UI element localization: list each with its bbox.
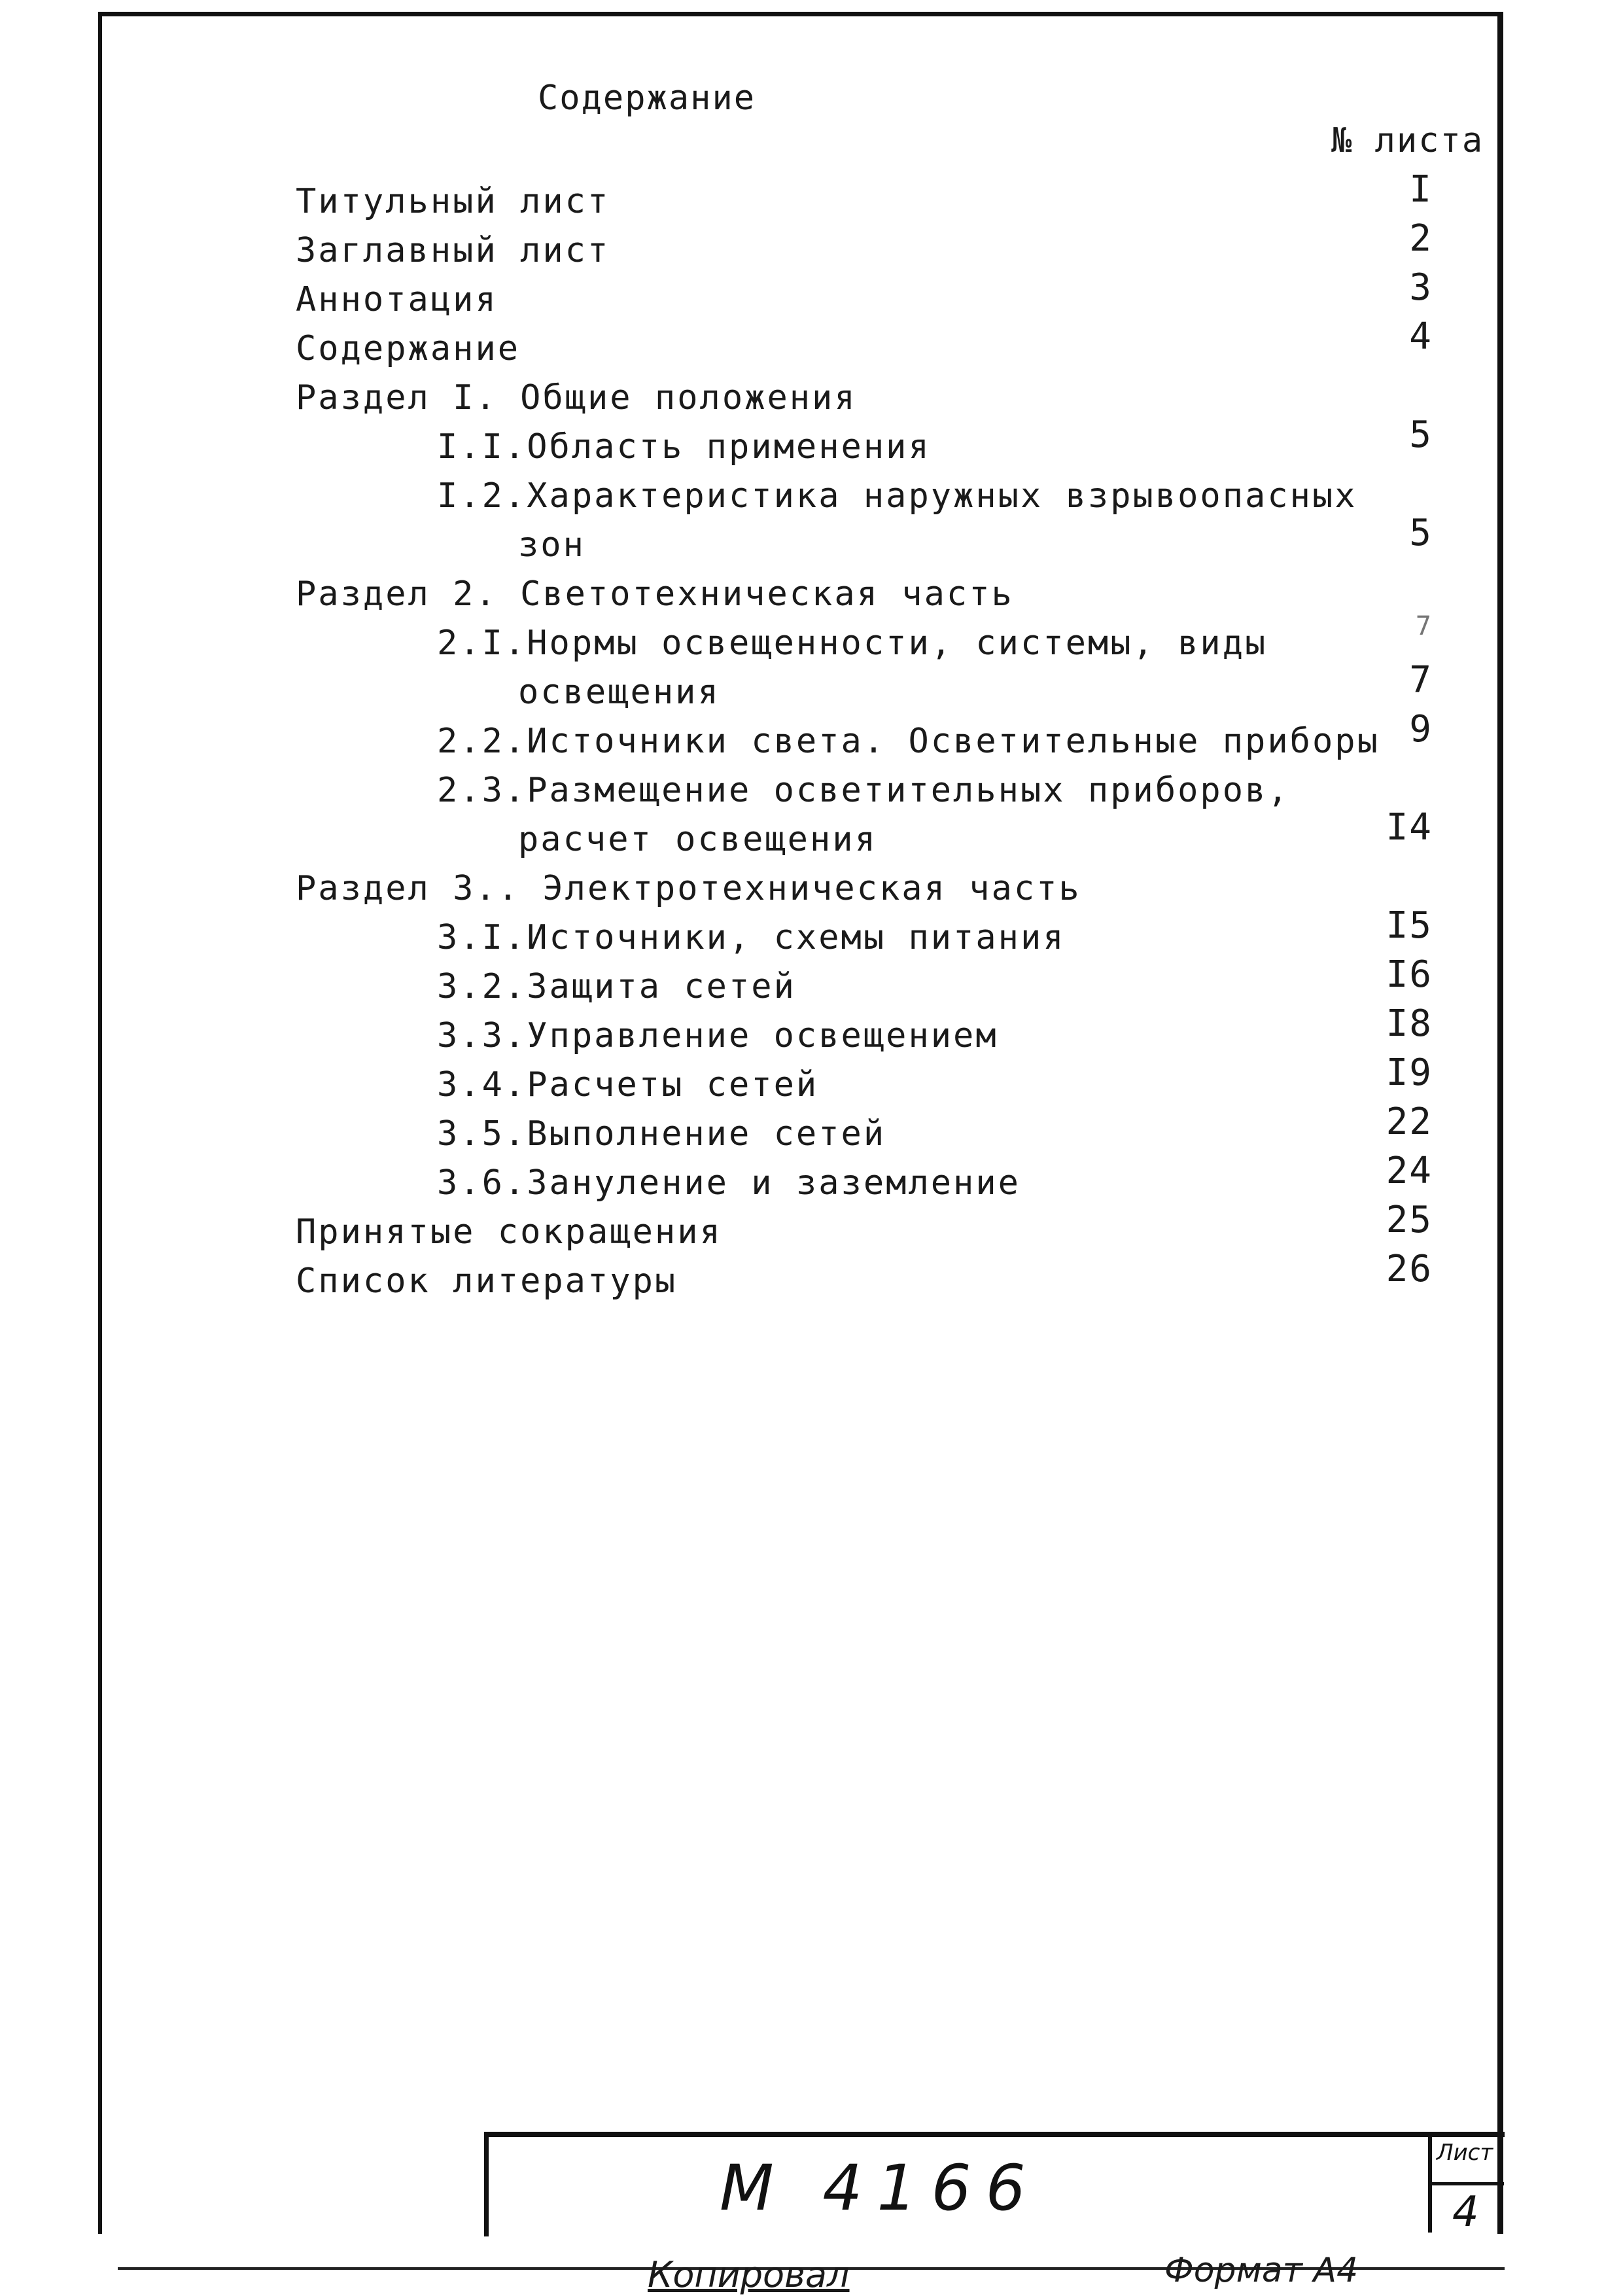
- toc-page: 9: [1409, 708, 1433, 751]
- toc-section-heading: Раздел 2. Светотехническая часть: [296, 574, 1014, 614]
- toc-page: 4: [1409, 315, 1433, 358]
- toc-page: 3: [1409, 266, 1433, 309]
- copied-by-label: Копировал: [648, 2254, 850, 2295]
- toc-entry: 3.I.Источники, схемы питания: [437, 918, 1066, 957]
- page-title: Содержание: [538, 79, 756, 118]
- toc-page: 26: [1386, 1248, 1433, 1290]
- toc-page: 24: [1386, 1150, 1433, 1192]
- toc-entry: 3.5.Выполнение сетей: [437, 1114, 886, 1154]
- toc-entry: 3.4.Расчеты сетей: [437, 1065, 819, 1104]
- toc-page: 5: [1409, 414, 1433, 456]
- toc-entry-continuation: зон: [518, 525, 585, 565]
- toc-entry: I.I.Область применения: [437, 427, 931, 467]
- toc-page: I9: [1386, 1051, 1433, 1094]
- toc-page: I6: [1386, 953, 1433, 996]
- toc-page: 25: [1386, 1199, 1433, 1241]
- toc-entry: 3.3.Управление освещением: [437, 1016, 998, 1055]
- toc-entry: Аннотация: [296, 280, 498, 319]
- toc-section-heading: Раздел I. Общие положения: [296, 378, 857, 417]
- sheet-number: 4: [1452, 2188, 1479, 2236]
- toc-entry: Принятые сокращения: [296, 1212, 722, 1252]
- toc-entry-continuation: расчет освещения: [518, 820, 877, 859]
- toc-page: I: [1409, 168, 1433, 211]
- toc-page: 5: [1409, 512, 1433, 554]
- toc-page: I5: [1386, 904, 1433, 947]
- toc-page: 7: [1415, 611, 1433, 641]
- toc-entry: 2.3.Размещение осветительных приборов,: [437, 771, 1290, 810]
- document-code: М 4166: [720, 2151, 1040, 2225]
- toc-entry: Список литературы: [296, 1262, 678, 1301]
- toc-entry: 3.6.Зануление и заземление: [437, 1163, 1021, 1203]
- toc-entry: Титульный лист: [296, 182, 610, 221]
- toc-entry: Заглавный лист: [296, 231, 610, 270]
- toc-entry: I.2.Характеристика наружных взрывоопасных: [437, 476, 1357, 516]
- toc-entry: 3.2.Защита сетей: [437, 967, 796, 1006]
- toc-page: 7: [1409, 659, 1433, 701]
- toc-entry-continuation: освещения: [518, 673, 720, 712]
- sheet-label: Лист: [1437, 2140, 1493, 2166]
- title-block-sheet-separator: [1432, 2182, 1504, 2185]
- toc-page: 22: [1386, 1101, 1433, 1143]
- toc-entry: 2.I.Нормы освещенности, системы, виды: [437, 624, 1268, 663]
- toc-page: 2: [1409, 217, 1433, 260]
- toc-page: I8: [1386, 1002, 1433, 1045]
- toc-entry: Содержание: [296, 329, 521, 368]
- format-label: Формат А4: [1164, 2251, 1359, 2290]
- toc-entry: 2.2.Источники света. Осветительные приборы: [437, 722, 1380, 761]
- sheet-column-header: № листа: [1331, 121, 1484, 160]
- toc-section-heading: Раздел 3.. Электротехническая часть: [296, 869, 1081, 908]
- toc-page: I4: [1386, 806, 1433, 849]
